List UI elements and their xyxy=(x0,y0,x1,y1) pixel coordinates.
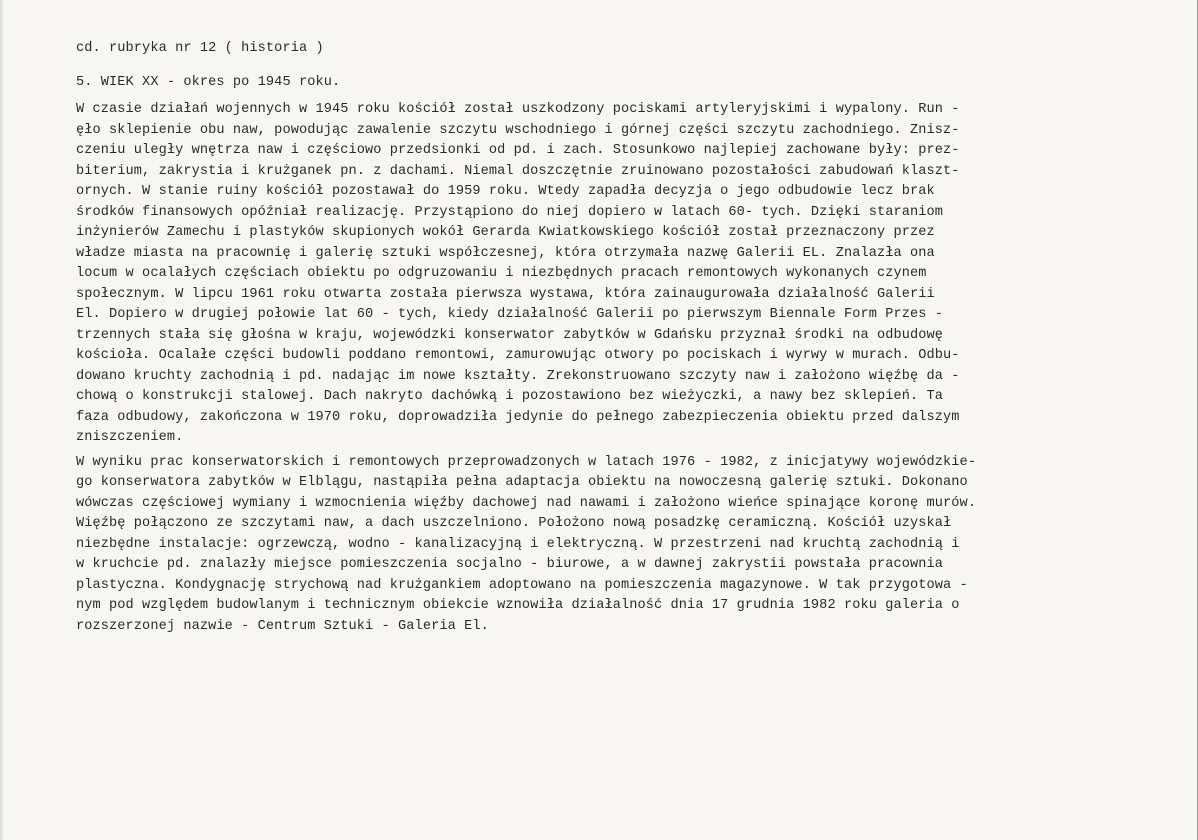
text-line: El. Dopiero w drugiej połowie lat 60 - tych, kiedy działalność Galerii po pierwszym Biennale Form Przes - xyxy=(76,307,944,322)
text-line: ornych. W stanie ruiny kościół pozostawał do 1959 roku. Wtedy zapadła decyzja o jego odbudowie lecz brak xyxy=(76,184,935,199)
running-header: cd. rubryka nr 12 ( historia ) xyxy=(76,41,324,56)
text-line: go konserwatora zabytków w Elblągu, nastąpiła pełna adaptacja obiektu na nowoczesną galerię sztuki. Dokonano xyxy=(76,475,968,490)
text-line: nym pod względem budowlanym i technicznym obiekcie wznowiła działalność dnia 17 grudnia 1982 roku galeria o xyxy=(76,598,960,613)
text-line: W wyniku prac konserwatorskich i remontowych przeprowadzonych w latach 1976 - 1982, z inicjatywy wojewódzkie- xyxy=(76,454,977,470)
text-line: zniszczeniem. xyxy=(76,430,184,445)
paragraph-2 xyxy=(76,453,1156,638)
text-line: faza odbudowy, zakończona w 1970 roku, doprowadziła jedynie do pełnego zabezpieczenia obiektu przed dalszym xyxy=(76,409,960,425)
text-line: środków finansowych opóźniał realizację. Przystąpiono do niej dopiero w latach 60- tych. Dzięki staraniom xyxy=(76,204,944,220)
paragraph-1 xyxy=(76,100,1156,449)
text-line: władze miasta na pracownię i galerię sztuki współczesnej, która otrzymała nazwę Galerii EL. Znalazła ona xyxy=(76,245,935,261)
text-line: Więźbę połączono ze szczytami naw, a dach uszczelniono. Położono nową posadzkę ceramiczną. Kościół uzyskał xyxy=(76,516,952,531)
text-line: czeniu uległy wnętrza naw i częściowo przedsionki od pd. i zach. Stosunkowo najlepiej zachowane były: prez- xyxy=(76,143,960,158)
text-line: w kruchcie pd. znalazły miejsce pomieszczenia socjalno - biurowe, a w dawnej zakrystii powstała pracownia xyxy=(76,557,944,572)
text-line: biterium, zakrystia i krużganek pn. z dachami. Niemal doszczętnie zruinowano pozostałości zabudowań klaszt- xyxy=(76,163,960,179)
text-line: W czasie działań wojennych w 1945 roku kościół został uszkodzony pociskami artyleryjskimi i wypalony. Run - xyxy=(76,102,960,117)
text-line: inżynierów Zamechu i plastyków skupionych wokół Gerarda Kwiatkowskiego kościół został przeznaczony przez xyxy=(76,225,935,240)
text-line: kościoła. Ocalałe części budowli poddano remontowi, zamurowując otwory po pociskach i wyrwy w murach. Odbu- xyxy=(76,348,960,363)
text-line: ęło sklepienie obu naw, powodując zawalenie szczytu wschodniego i górnej części szczytu zachodniego. Znisz- xyxy=(76,122,960,138)
text-line: rozszerzonej nazwie - Centrum Sztuki - Galeria El. xyxy=(76,618,489,634)
text-line: chową o konstrukcji stalowej. Dach nakryto dachówką i pozostawiono bez wieżyczki, a nawy bez sklepień. Ta xyxy=(76,389,944,404)
text-line: wówczas częściowej wymiany i wzmocnienia więźby dachowej nad nawami i założono wieńce spinające koronę murów. xyxy=(76,495,977,511)
text-line: trzennych stała się głośna w kraju, wojewódzki konserwator zabytków w Gdańsku przyznał środki na odbudowę xyxy=(76,327,944,343)
text-line: dowano kruchty zachodnią i pd. nadając im nowe kształty. Zrekonstruowano szczyty naw i założono więźbę da - xyxy=(76,368,960,384)
text-line: locum w ocalałych częściach obiektu po odgruzowaniu i niezbędnych pracach remontowych wykonanych czynem xyxy=(76,266,927,281)
text-line: społecznym. W lipcu 1961 roku otwarta została pierwsza wystawa, która zainaugurowała działalność Galerii xyxy=(76,286,935,302)
section-title: 5. WIEK XX - okres po 1945 roku. xyxy=(76,75,341,90)
document-body xyxy=(76,38,1156,637)
page-edge xyxy=(0,0,4,840)
text-line: niezbędne instalacje: ogrzewczą, wodno - kanalizacyjną i elektryczną. W przestrzeni nad kruchtą zachodnią i xyxy=(76,536,960,552)
text-line: plastyczna. Kondygnację strychową nad krużgankiem adoptowano na pomieszczenia magazynowe. W tak przygotowa - xyxy=(76,577,968,593)
